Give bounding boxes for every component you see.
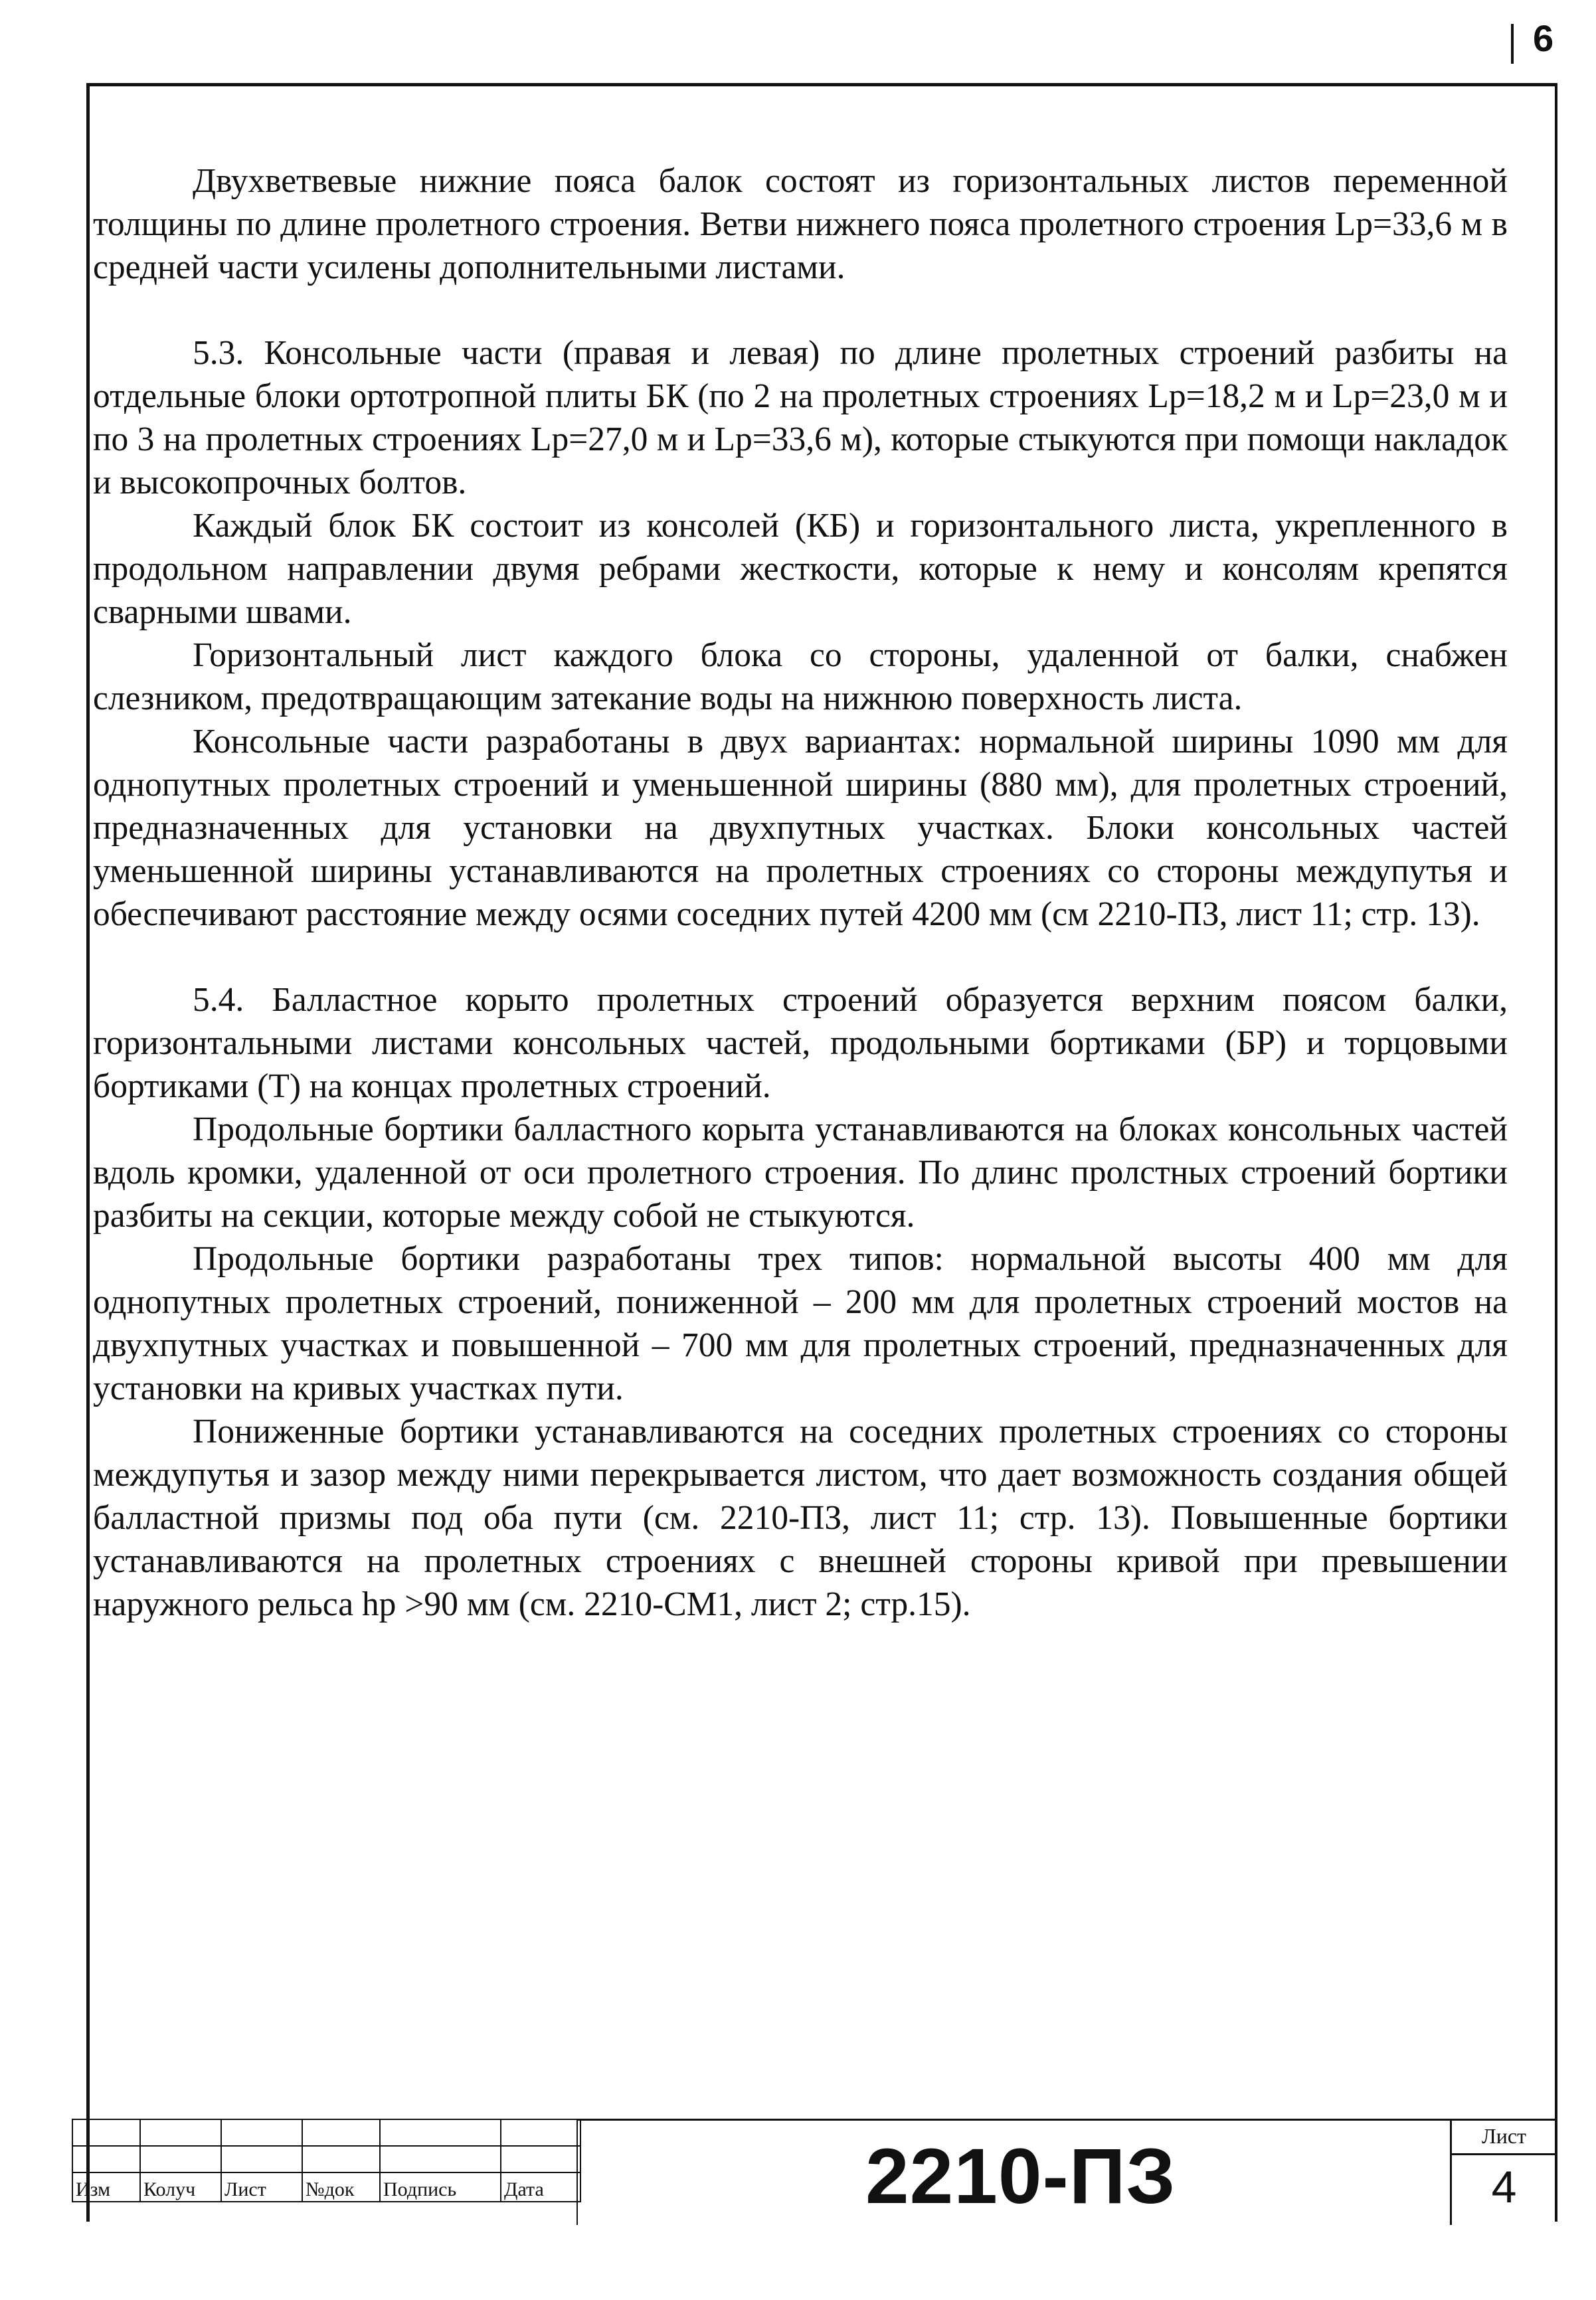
paragraph-section-5-4: 5.4. Балластное корыто пролетных строений образуется верхним поясом балки, горизонтальными листами консольных частей, продольными бортиками (БР) и торцовыми бортиками (Т) на концах пролетных строений. (93, 981, 1508, 1105)
paragraph-longitudinal-sides: Продольные бортики балластного корыта устанавливаются на блоках консольных частей вдоль кромки, удаленной от оси пролетного строения. По длинс пролстных строений бортики разбиты на секции, которые между собой не стыкуются. (93, 1110, 1508, 1235)
sheet-number: 4 (1491, 2162, 1517, 2212)
col-doc-number: №док (302, 2172, 380, 2202)
col-signature: Подпись (380, 2172, 501, 2202)
paragraph-block-bk: Каждый блок БК состоит из консолей (КБ) и горизонтального листа, укрепленного в продольном направлении двумя ребрами жесткости, которые к нему и консолям крепятся сварными швами. (93, 507, 1508, 631)
title-block (72, 2119, 1556, 2225)
paragraph-side-types: Продольные бортики разработаны трех типов: нормальной высоты 400 мм для однопутных пролетных строений, пониженной – 200 мм для пролетных строений мостов на двухпутных участках и повышенной – 700 мм для пролетных строений, предназначенных для установки на кривых участках пути. (93, 1240, 1508, 1407)
document-code: 2210-ПЗ (865, 2133, 1176, 2220)
paragraph-lower-chords: Двухветвевые нижние пояса балок состоят из горизонтальных листов переменной толщины по длине пролетного строения. Ветви нижнего пояса пролетного строения Lp=33,6 м в средней части усилены дополнительными листами. (93, 162, 1508, 286)
col-quantity: Колуч (140, 2172, 221, 2202)
col-revision: Изм (72, 2172, 140, 2202)
sheet-label: Лист (1452, 2119, 1556, 2155)
paragraph-section-5-3: 5.3. Консольные части (правая и левая) по длине пролетных строений разбиты на отдельные блоки ортотропной плиты БК (по 2 на пролетных строениях Lp=18,2 м и Lp=23,0 м и по 3 на пролетных строениях Lp=27,0 м и Lp=33,6 м), которые стыкуются при помощи накладок и высокопрочных болтов. (93, 334, 1508, 501)
paragraph-drip-edge: Горизонтальный лист каждого блока со стороны, удаленной от балки, снабжен слезником, предотвращающим затекание воды на нижнюю поверхность листа. (93, 636, 1508, 717)
revision-table-header (72, 2172, 580, 2202)
col-date: Дата (501, 2172, 580, 2202)
paragraph-lowered-raised-sides: Пониженные бортики устанавливаются на соседних пролетных строениях со стороны междупутья и зазор между ними перекрывается листом, что дает возможность создания общей балластной призмы под оба пути (см. 2210-ПЗ, лист 11; стр. 13). Повышенные бортики устанавливаются на пролетных строениях с внешней стороны кривой при превышении наружного рельса hp >90 мм (см. 2210-СМ1, лист 2; стр.15). (93, 1413, 1508, 1623)
page-number-tick (1511, 24, 1514, 64)
paragraph-console-variants: Консольные части разработаны в двух вариантах: нормальной ширины 1090 мм для однопутных пролетных строений и уменьшенной ширины (880 мм), для пролетных строений, предназначенных для установки на двухпутных участках. Блоки консольных частей уменьшенной ширины устанавливаются на пролетных строениях со стороны междупутья и обеспечивают расстояние между осями соседних путей 4200 мм (см 2210-ПЗ, лист 11; стр. 13). (93, 723, 1508, 933)
page-number: 6 (1533, 17, 1554, 59)
document-body (93, 159, 1508, 1626)
revision-table (72, 2119, 581, 2202)
col-sheet: Лист (221, 2172, 302, 2202)
sheet-box (1450, 2119, 1556, 2225)
